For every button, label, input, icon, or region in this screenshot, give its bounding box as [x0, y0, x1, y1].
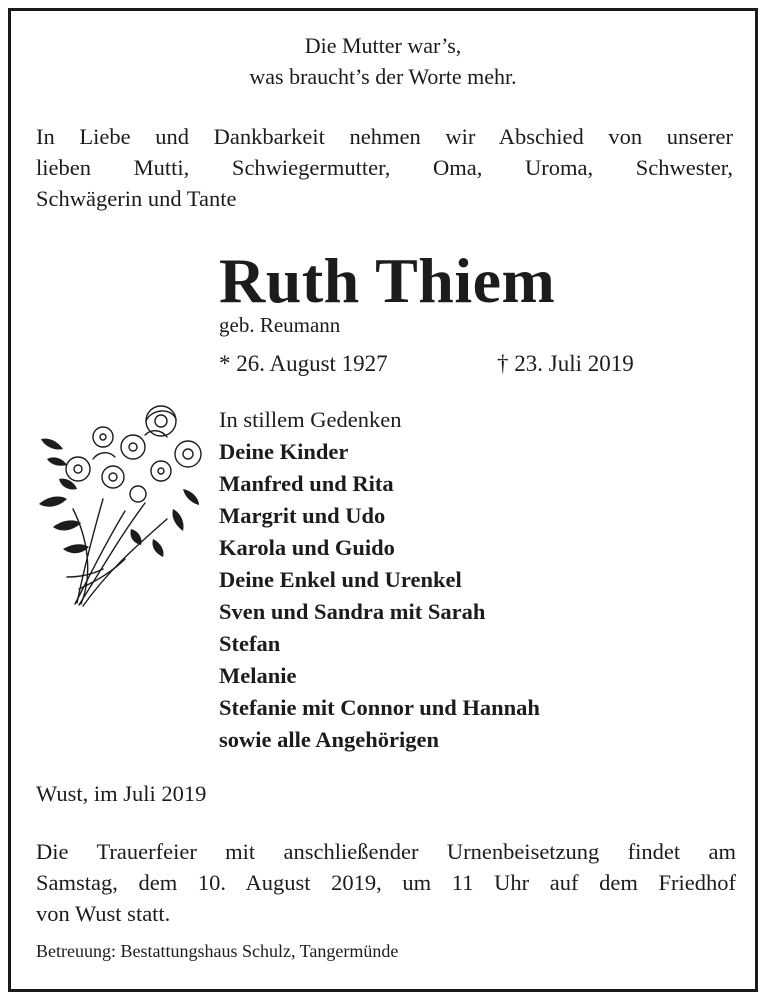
mourner-line: Deine Kinder	[219, 439, 349, 464]
mourners-intro: In stillem Gedenken	[219, 407, 402, 432]
born-name: geb. Reumann	[219, 313, 341, 337]
death-date: † 23. Juli 2019	[497, 351, 634, 376]
intro-text-1: In Liebe und Dankbarkeit nehmen wir Abschied von unserer	[36, 124, 733, 149]
mourner-line: Stefanie mit Connor und Hannah	[219, 695, 540, 720]
mourner-line: Melanie	[219, 663, 297, 688]
ceremony-info	[36, 836, 736, 929]
birth-date: * 26. August 1927	[219, 351, 388, 376]
quote-line-1: Die Mutter war’s,	[304, 33, 462, 58]
mourner-line: Margrit und Udo	[219, 503, 386, 528]
flower-bouquet-icon	[33, 399, 213, 609]
mourner-line: Deine Enkel und Urenkel	[219, 567, 462, 592]
place-date: Wust, im Juli 2019	[36, 781, 207, 806]
intro-text-3: Schwägerin und Tante	[36, 186, 237, 211]
funeral-home-credit: Betreuung: Bestattungshaus Schulz, Tangermünde	[36, 941, 399, 961]
ceremony-line-3: von Wust statt.	[36, 901, 171, 926]
mourner-line: sowie alle Angehörigen	[219, 727, 439, 752]
mourner-line: Sven und Sandra mit Sarah	[219, 599, 486, 624]
obituary-notice	[8, 8, 758, 992]
intro-line-3	[36, 183, 733, 214]
ceremony-line-1: Die Trauerfeier mit anschließender Urnenbeisetzung findet am	[36, 839, 736, 864]
intro-text-2: lieben Mutti, Schwiegermutter, Oma, Uroma, Schwester,	[36, 155, 733, 180]
quote-line-2: was braucht’s der Worte mehr.	[249, 64, 517, 89]
deceased-name: Ruth Thiem	[219, 245, 556, 316]
mourner-line: Karola und Guido	[219, 535, 395, 560]
intro-line-2	[36, 152, 733, 183]
mourner-line: Manfred und Rita	[219, 471, 394, 496]
mourner-line: Stefan	[219, 631, 281, 656]
intro-line-1	[36, 121, 733, 152]
ceremony-line-2: Samstag, dem 10. August 2019, um 11 Uhr auf dem Friedhof	[36, 870, 736, 895]
